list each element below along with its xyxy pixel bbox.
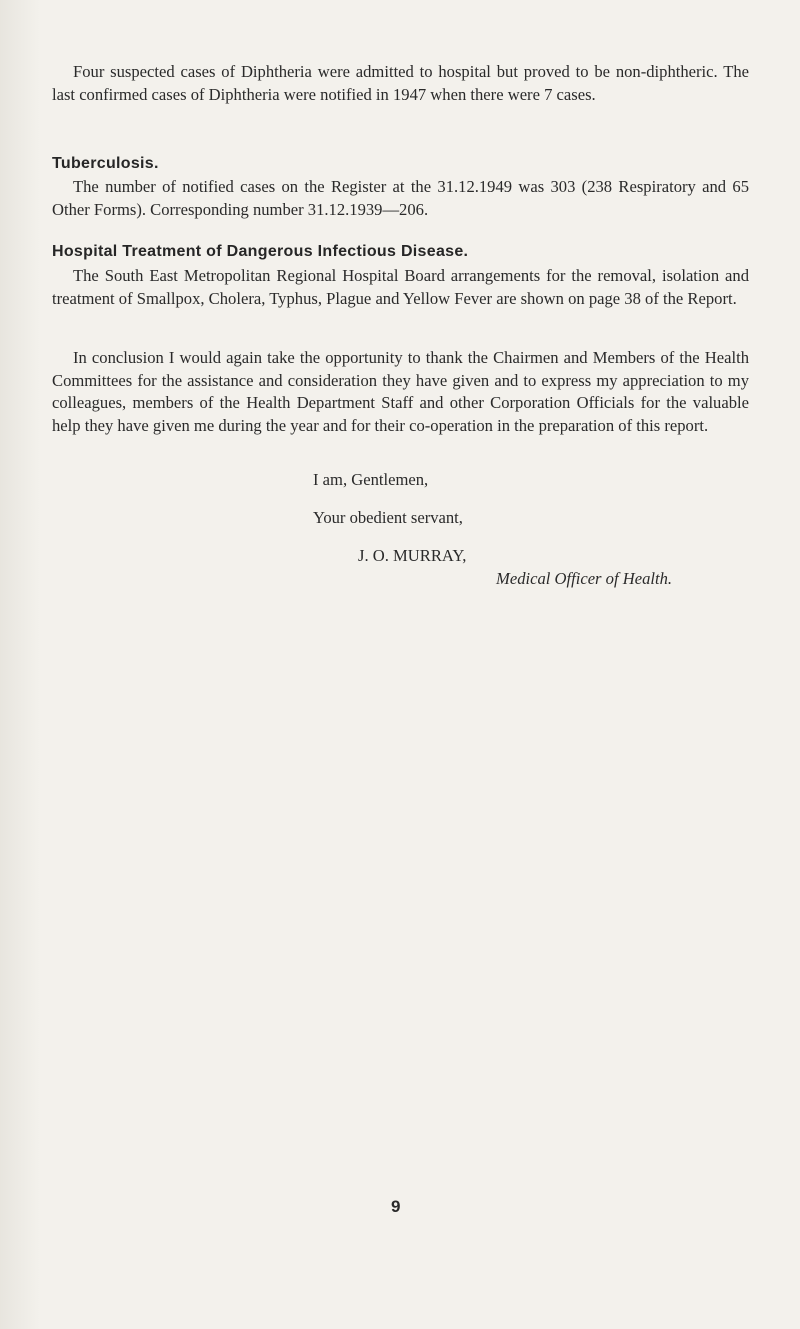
tuberculosis-heading: Tuberculosis. [52, 155, 159, 172]
signatory-title: Medical Officer of Health. [496, 569, 673, 588]
salutation: I am, Gentlemen, [313, 470, 429, 489]
valediction: Your obedient servant, [313, 508, 463, 527]
signatory-name: J. O. MURRAY, [358, 546, 467, 565]
hospital-treatment-heading: Hospital Treatment of Dangerous Infectious Disease. [52, 243, 469, 260]
diphtheria-paragraph: Four suspected cases of Diphtheria were admitted to hospital but proved to be non-diphtheric. The last confirmed cases of Diphtheria were notified in 1947 when there were 7 cases. [52, 62, 749, 104]
conclusion-paragraph: In conclusion I would again take the opportunity to thank the Chairmen and Members of the Health Committees for the assistance and consideration they have given and to express my appreciation to my colleagues, members of the Health Department Staff and other Corporation Officials for the valuable help they have given me during the year and for their co-operation in the preparation of this report. [52, 348, 749, 435]
page-number: 9 [391, 1197, 401, 1216]
hospital-treatment-paragraph: The South East Metropolitan Regional Hospital Board arrangements for the removal, isolation and treatment of Smallpox, Cholera, Typhus, Plague and Yellow Fever are shown on page 38 of the Report. [52, 266, 749, 308]
tuberculosis-paragraph: The number of notified cases on the Register at the 31.12.1949 was 303 (238 Respiratory and 65 Other Forms). Corresponding number 31.12.1939—206. [52, 177, 749, 219]
